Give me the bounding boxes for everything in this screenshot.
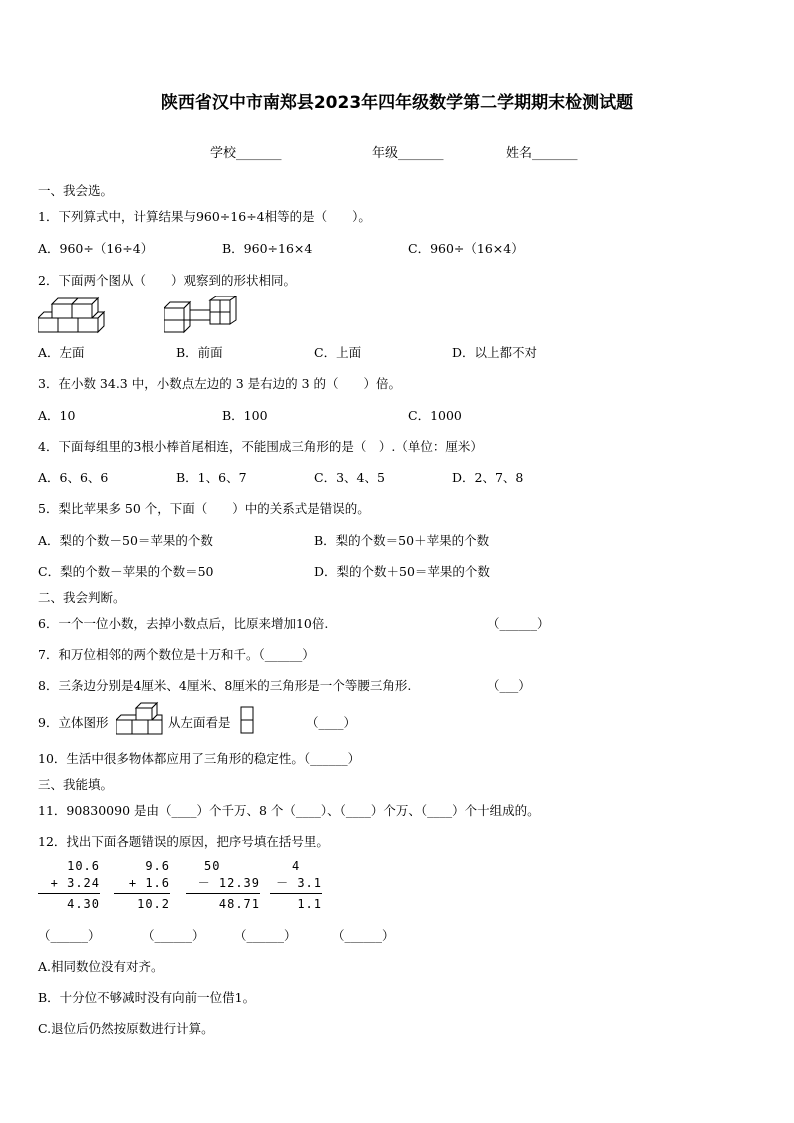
calc-4-result: 1.1 bbox=[297, 897, 322, 911]
q5-option-d[interactable]: D．梨的个数＋50＝苹果的个数 bbox=[314, 564, 490, 579]
q6-answer-blank[interactable]: （______） bbox=[487, 616, 550, 631]
q2-option-b[interactable]: B．前面 bbox=[176, 345, 223, 360]
q4-option-b[interactable]: B．1、6、7 bbox=[176, 470, 247, 485]
q2-option-d[interactable]: D．以上都不对 bbox=[452, 345, 538, 360]
page-title: 陕西省汉中市南郑县2023年四年级数学第二学期期末检测试题 bbox=[160, 93, 634, 113]
calc-1-top: 10.6 bbox=[67, 859, 100, 873]
calc-2 bbox=[114, 858, 170, 913]
calc-4-rule bbox=[270, 893, 322, 894]
cube-figure-1 bbox=[38, 296, 108, 336]
q12-blank-1[interactable]: （______） bbox=[38, 928, 101, 943]
q2-option-c[interactable]: C．上面 bbox=[314, 345, 362, 360]
reason-b: B．十分位不够减时没有向前一位借1。 bbox=[38, 990, 256, 1005]
calc-3-bottom: － 12.39 bbox=[197, 876, 260, 890]
q4-option-a[interactable]: A．6、6、6 bbox=[38, 470, 109, 485]
calc-3-rule bbox=[186, 893, 260, 894]
name-field[interactable]: 姓名_______ bbox=[506, 146, 578, 161]
q5-option-a[interactable]: A．梨的个数－50＝苹果的个数 bbox=[38, 533, 213, 548]
left-view-figure bbox=[240, 706, 254, 734]
calc-3-result: 48.71 bbox=[218, 897, 260, 911]
reason-a: A.相同数位没有对齐。 bbox=[38, 959, 164, 974]
cube-figure-2 bbox=[164, 296, 240, 336]
q8-answer-blank[interactable]: （___） bbox=[487, 678, 531, 693]
calc-2-bottom: + 1.6 bbox=[128, 876, 170, 890]
question-10-stem: 10．生活中很多物体都应用了三角形的稳定性。（______） bbox=[38, 751, 361, 766]
question-4-stem: 4．下面每组里的3根小棒首尾相连，不能围成三角形的是（ ）.（单位：厘米） bbox=[38, 439, 483, 454]
reason-c: C.退位后仍然按原数进行计算。 bbox=[38, 1021, 214, 1036]
q1-option-a[interactable]: A．960÷（16÷4） bbox=[38, 241, 154, 256]
calc-1-rule bbox=[38, 893, 100, 894]
question-3-stem: 3．在小数 34.3 中，小数点左边的 3 是右边的 3 的（ ）倍。 bbox=[38, 376, 402, 391]
calc-4 bbox=[270, 858, 322, 913]
grade-field[interactable]: 年级_______ bbox=[372, 146, 444, 161]
q12-blank-4[interactable]: （______） bbox=[332, 928, 395, 943]
q3-option-b[interactable]: B．100 bbox=[222, 408, 268, 423]
calc-2-top: 9.6 bbox=[145, 859, 170, 873]
q12-blank-2[interactable]: （______） bbox=[142, 928, 205, 943]
calc-4-bottom: － 3.1 bbox=[276, 876, 322, 890]
q1-option-b[interactable]: B．960÷16×4 bbox=[222, 241, 313, 256]
calc-3 bbox=[186, 858, 260, 913]
calc-1 bbox=[38, 858, 100, 913]
question-9-middle: 从左面看是 bbox=[168, 715, 231, 730]
question-2-stem: 2．下面两个图从（ ）观察到的形状相同。 bbox=[38, 273, 296, 288]
q4-option-d[interactable]: D．2、7、8 bbox=[452, 470, 524, 485]
section-1-heading: 一、我会选。 bbox=[38, 183, 114, 198]
question-12-stem: 12．找出下面各题错误的原因，把序号填在括号里。 bbox=[38, 834, 329, 849]
calc-1-result: 4.30 bbox=[67, 897, 100, 911]
q2-option-a[interactable]: A．左面 bbox=[38, 345, 85, 360]
section-3-heading: 三、我能填。 bbox=[38, 777, 114, 792]
school-field[interactable]: 学校_______ bbox=[210, 146, 282, 161]
question-5-stem: 5．梨比苹果多 50 个，下面（ ）中的关系式是错误的。 bbox=[38, 501, 370, 516]
q3-option-c[interactable]: C．1000 bbox=[408, 408, 462, 423]
q3-option-a[interactable]: A．10 bbox=[38, 408, 76, 423]
q9-answer-blank[interactable]: （____） bbox=[306, 715, 357, 730]
q1-option-c[interactable]: C．960÷（16×4） bbox=[408, 241, 524, 256]
calc-2-result: 10.2 bbox=[137, 897, 170, 911]
q12-blank-3[interactable]: （______） bbox=[234, 928, 297, 943]
q4-option-c[interactable]: C．3、4、5 bbox=[314, 470, 385, 485]
question-6-stem: 6．一个一位小数，去掉小数点后，比原来增加10倍. bbox=[38, 616, 329, 631]
question-1-stem: 1．下列算式中，计算结果与960÷16÷4相等的是（ ）。 bbox=[38, 209, 371, 224]
q5-option-b[interactable]: B．梨的个数＝50＋苹果的个数 bbox=[314, 533, 490, 548]
section-2-heading: 二、我会判断。 bbox=[38, 590, 126, 605]
calc-4-top: 4 bbox=[292, 859, 301, 873]
question-9-prefix: 9．立体图形 bbox=[38, 715, 109, 730]
cube-figure-3 bbox=[116, 701, 166, 737]
calc-3-top: 50 bbox=[204, 859, 221, 873]
question-8-stem: 8．三条边分别是4厘米、4厘米、8厘米的三角形是一个等腰三角形. bbox=[38, 678, 412, 693]
calc-2-rule bbox=[114, 893, 170, 894]
calc-1-bottom: + 3.24 bbox=[50, 876, 100, 890]
question-7-stem: 7．和万位相邻的两个数位是十万和千。（______） bbox=[38, 647, 315, 662]
q5-option-c[interactable]: C．梨的个数－苹果的个数＝50 bbox=[38, 564, 214, 579]
question-11-stem: 11．90830090 是由（____）个千万、8 个（____）、（____）个万、（____）个十组成的。 bbox=[38, 803, 540, 818]
